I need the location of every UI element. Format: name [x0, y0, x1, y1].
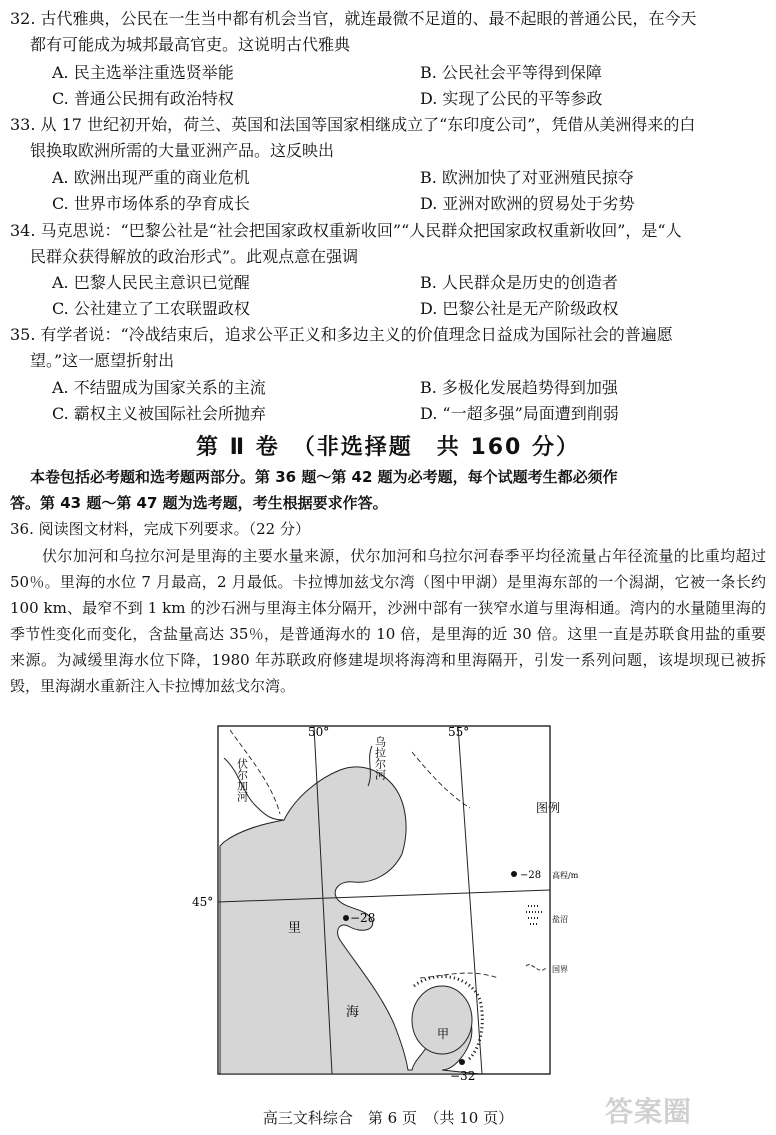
volga-river-label: 伏尔加河 [235, 758, 249, 802]
q35-option-d[interactable]: D. “一超多强”局面遭到削弱 [420, 404, 619, 423]
caspian-sea-map [180, 724, 580, 1084]
sea-label-1: 里 [288, 921, 302, 936]
q35-option-c[interactable]: C. 霸权主义被国际社会所抛弃 [52, 404, 266, 423]
q34-option-a[interactable]: A. 巴黎人民民主意识已觉醒 [52, 273, 250, 292]
elevation-point-2 [459, 1059, 465, 1065]
q36-material: 伏尔加河和乌拉尔河是里海的主要水量来源，伏尔加河和乌拉尔河春季平均径流量占年径流量的比重均超过 50％。里海的水位 7 月最高，2 月最低。卡拉博加兹戈尔湾（图中甲湖）是里海东部的一个潟湖，它被一条长约 100 km、最窄不到 1 km 的沙石洲与里海主体分隔开，沙洲中部有一狭窄水道与里海相通。湾内的水量随里海的季节性变化而变化，含盐量高达 35％，是普通海水的 10 倍，是里海的近 30 倍。这里一直是苏联食用盐的重要来源。为减缓里海水位下降，1980 年苏联政府修建堤坝将海湾和里海隔开，引发一系列问题，该堤坝现已被拆毁，里海湖水重新注入卡拉博加兹戈尔湾。 [10, 547, 766, 695]
q35-option-b[interactable]: B. 多极化发展趋势得到加强 [420, 378, 618, 397]
elevation-point-1 [343, 915, 349, 921]
q32-stem-line1: 32. 古代雅典，公民在一生当中都有机会当官，就连最微不足道的、最不起眼的普通公民，在今天 [10, 9, 697, 28]
q32-option-b[interactable]: B. 公民社会平等得到保障 [420, 63, 602, 82]
q32-stem-line2: 都有可能成为城邦最高官吏。这说明古代雅典 [30, 35, 351, 54]
legend-salt-symbol [526, 906, 542, 924]
lake-jia [412, 986, 472, 1054]
q34-option-b[interactable]: B. 人民群众是历史的创造者 [420, 273, 618, 292]
page-footer: 高三文科综合 第 6 页 （共 10 页） [262, 1109, 514, 1127]
elevation-label-2: −32 [450, 1069, 476, 1083]
q35-stem-line2: 望。”这一愿望折射出 [30, 351, 175, 370]
legend-elevation-label: 高程/m [552, 871, 579, 880]
q33-option-b[interactable]: B. 欧洲加快了对亚洲殖民掠夺 [420, 168, 634, 187]
lake-label: 甲 [437, 1027, 450, 1041]
q32-option-a[interactable]: A. 民主选举注重选贤举能 [52, 63, 234, 82]
q34-option-d[interactable]: D. 巴黎公社是无产阶级政权 [420, 299, 619, 318]
sea-label-2: 海 [346, 1005, 360, 1020]
legend-elevation-value: −28 [520, 870, 542, 881]
lon-label-55: 55° [448, 725, 470, 739]
section-intro-line2: 答。第 43 题～第 47 题为选考题，考生根据要求作答。 [10, 494, 388, 512]
q33-option-d[interactable]: D. 亚洲对欧洲的贸易处于劣势 [420, 194, 635, 213]
legend-elevation-symbol [511, 871, 517, 877]
elevation-label-1: −28 [350, 911, 376, 925]
q35-option-a[interactable]: A. 不结盟成为国家关系的主流 [52, 378, 266, 397]
ural-river-label: 乌拉尔河 [373, 736, 387, 780]
section-intro-line1: 本卷包括必考题和选考题两部分。第 36 题～第 42 题为必考题，每个试题考生都必须作 [30, 468, 618, 486]
legend-title: 图例 [536, 801, 561, 815]
q36-stem: 36. 阅读图文材料，完成下列要求。（22 分） [10, 520, 310, 538]
q34-stem-line1: 34. 马克思说：“巴黎公社是“社会把国家政权重新收回”“人民群众把国家政权重新收回”，是“人 [10, 221, 682, 240]
q34-stem-line2: 民群众获得解放的政治形式”。此观点意在强调 [30, 247, 359, 266]
watermark: 答案圈 [605, 1095, 693, 1128]
q33-stem-line2: 银换取欧洲所需的大量亚洲产品。这反映出 [30, 141, 335, 160]
q33-stem-line1: 33. 从 17 世纪初开始，荷兰、英国和法国等国家相继成立了“东印度公司”，凭借从美洲得来的白 [10, 115, 696, 134]
legend-salt-label: 盐沼 [552, 915, 568, 924]
volga-river [224, 758, 284, 820]
q32-option-c[interactable]: C. 普通公民拥有政治特权 [52, 89, 234, 108]
section-title: 第 Ⅱ 卷 （非选择题 共 160 分） [195, 435, 581, 460]
q35-stem-line1: 35. 有学者说：“冷战结束后，追求公平正义和多边主义的价值理念日益成为国际社会的普遍愿 [10, 325, 673, 344]
q33-option-a[interactable]: A. 欧洲出现严重的商业危机 [52, 168, 250, 187]
lon-label-50: 50° [308, 725, 330, 739]
border-line-3 [420, 973, 498, 978]
q34-option-c[interactable]: C. 公社建立了工农联盟政权 [52, 299, 250, 318]
q32-option-d[interactable]: D. 实现了公民的平等参政 [420, 89, 603, 108]
q33-option-c[interactable]: C. 世界市场体系的孕育成长 [52, 194, 250, 213]
lat-label-45: 45° [192, 895, 214, 909]
legend-border-label: 国界 [552, 965, 568, 974]
legend-border-symbol [526, 965, 546, 971]
